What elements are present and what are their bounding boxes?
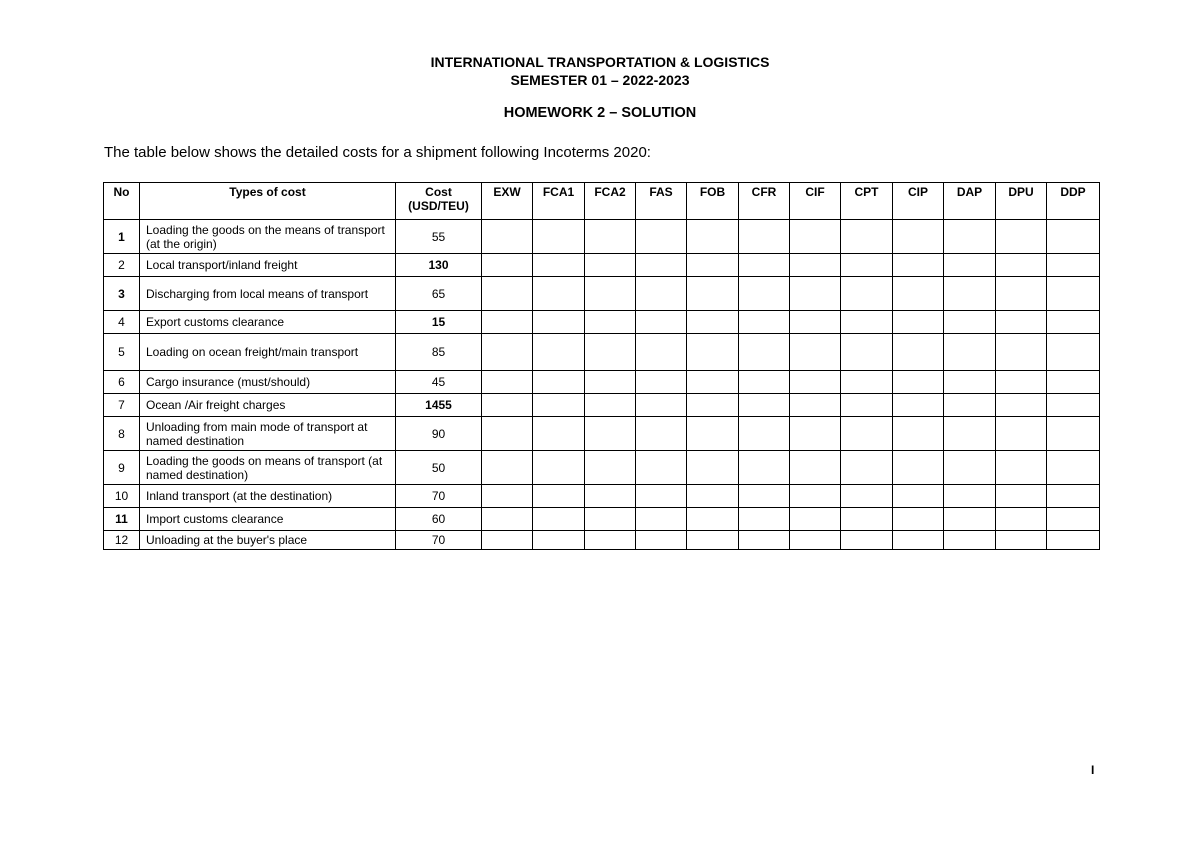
intro-text: The table below shows the detailed costs for a shipment following Incoterms 2020:	[104, 144, 651, 161]
cell-cip	[893, 451, 944, 485]
cell-fca1	[533, 254, 585, 277]
cell-cip	[893, 417, 944, 451]
cell-dap	[944, 417, 996, 451]
cell-cip	[893, 485, 944, 508]
cell-dpu	[996, 254, 1047, 277]
cell-fob	[687, 394, 739, 417]
cell-fca1	[533, 451, 585, 485]
cell-exw	[482, 334, 533, 371]
cell-fca1	[533, 531, 585, 550]
page-number: I	[1091, 763, 1095, 777]
cell-cip	[893, 508, 944, 531]
cell-dpu	[996, 334, 1047, 371]
cell-cip	[893, 311, 944, 334]
cell-fas	[636, 394, 687, 417]
cell-dpu	[996, 277, 1047, 311]
cell-cif	[790, 371, 841, 394]
cell-cif	[790, 334, 841, 371]
col-header-fca2: FCA2	[585, 183, 636, 220]
cell-dap	[944, 334, 996, 371]
cell-cif	[790, 508, 841, 531]
row-no: 1	[104, 220, 140, 254]
row-cost: 70	[396, 531, 482, 550]
cell-fob	[687, 417, 739, 451]
cell-fca2	[585, 531, 636, 550]
row-type: Import customs clearance	[140, 508, 396, 531]
row-type: Unloading at the buyer's place	[140, 531, 396, 550]
cell-fas	[636, 254, 687, 277]
row-cost: 60	[396, 508, 482, 531]
cell-exw	[482, 254, 533, 277]
row-no: 6	[104, 371, 140, 394]
cell-fca1	[533, 508, 585, 531]
cell-cif	[790, 311, 841, 334]
cell-dap	[944, 371, 996, 394]
cell-dpu	[996, 531, 1047, 550]
cell-dap	[944, 485, 996, 508]
cell-cif	[790, 485, 841, 508]
cell-dpu	[996, 508, 1047, 531]
cell-fob	[687, 451, 739, 485]
cell-cpt	[841, 531, 893, 550]
cell-fob	[687, 531, 739, 550]
cell-cpt	[841, 508, 893, 531]
cell-cpt	[841, 371, 893, 394]
row-no: 12	[104, 531, 140, 550]
col-header-cpt: CPT	[841, 183, 893, 220]
cell-exw	[482, 220, 533, 254]
cell-cpt	[841, 394, 893, 417]
cell-cif	[790, 254, 841, 277]
cell-fca1	[533, 220, 585, 254]
row-no: 3	[104, 277, 140, 311]
cell-fca2	[585, 485, 636, 508]
cell-exw	[482, 394, 533, 417]
row-type: Local transport/inland freight	[140, 254, 396, 277]
cell-cpt	[841, 277, 893, 311]
col-header-cost-line1: Cost	[425, 185, 452, 199]
row-cost: 85	[396, 334, 482, 371]
row-cost: 50	[396, 451, 482, 485]
cell-exw	[482, 485, 533, 508]
cell-fob	[687, 508, 739, 531]
cell-fob	[687, 371, 739, 394]
cell-fca2	[585, 334, 636, 371]
row-no: 8	[104, 417, 140, 451]
cell-fob	[687, 254, 739, 277]
table-row	[104, 371, 1100, 394]
table-row	[104, 417, 1100, 451]
cell-cfr	[739, 371, 790, 394]
cell-fob	[687, 277, 739, 311]
row-cost: 70	[396, 485, 482, 508]
cell-fca2	[585, 417, 636, 451]
cell-dap	[944, 531, 996, 550]
cell-cif	[790, 220, 841, 254]
row-type: Loading the goods on means of transport (at named destination)	[140, 451, 396, 485]
cell-fca2	[585, 371, 636, 394]
cell-dpu	[996, 451, 1047, 485]
col-header-exw: EXW	[482, 183, 533, 220]
cell-dap	[944, 451, 996, 485]
row-cost: 130	[396, 254, 482, 277]
cell-exw	[482, 417, 533, 451]
cell-cfr	[739, 334, 790, 371]
cell-cip	[893, 394, 944, 417]
cell-ddp	[1047, 394, 1100, 417]
col-header-cost-line2: (USD/TEU)	[408, 199, 469, 213]
cell-cpt	[841, 417, 893, 451]
row-type: Cargo insurance (must/should)	[140, 371, 396, 394]
cell-exw	[482, 311, 533, 334]
cell-dap	[944, 311, 996, 334]
row-type: Inland transport (at the destination)	[140, 485, 396, 508]
col-header-dpu: DPU	[996, 183, 1047, 220]
cell-dap	[944, 220, 996, 254]
homework-title: HOMEWORK 2 – SOLUTION	[503, 105, 697, 121]
cell-fca1	[533, 485, 585, 508]
cell-fas	[636, 277, 687, 311]
cell-fob	[687, 311, 739, 334]
cell-fca1	[533, 311, 585, 334]
cell-ddp	[1047, 311, 1100, 334]
cell-exw	[482, 508, 533, 531]
cell-cip	[893, 254, 944, 277]
cell-exw	[482, 451, 533, 485]
row-cost: 15	[396, 311, 482, 334]
row-cost: 65	[396, 277, 482, 311]
cell-dpu	[996, 485, 1047, 508]
col-header-ddp: DDP	[1047, 183, 1100, 220]
cell-cif	[790, 417, 841, 451]
table-row	[104, 485, 1100, 508]
table-row	[104, 394, 1100, 417]
cell-dap	[944, 508, 996, 531]
cell-ddp	[1047, 485, 1100, 508]
cell-fca2	[585, 451, 636, 485]
col-header-cip: CIP	[893, 183, 944, 220]
cell-ddp	[1047, 508, 1100, 531]
cell-cip	[893, 334, 944, 371]
cell-fob	[687, 334, 739, 371]
row-type: Unloading from main mode of transport at named destination	[140, 417, 396, 451]
row-no: 4	[104, 311, 140, 334]
cell-cfr	[739, 394, 790, 417]
cell-fca1	[533, 334, 585, 371]
row-type: Ocean /Air freight charges	[140, 394, 396, 417]
cell-dpu	[996, 371, 1047, 394]
cell-fca2	[585, 254, 636, 277]
row-type: Discharging from local means of transport	[140, 277, 396, 311]
cell-dpu	[996, 220, 1047, 254]
row-no: 9	[104, 451, 140, 485]
cell-fca2	[585, 394, 636, 417]
cell-cfr	[739, 531, 790, 550]
row-no: 10	[104, 485, 140, 508]
col-header-fca1: FCA1	[533, 183, 585, 220]
cell-cpt	[841, 311, 893, 334]
cell-ddp	[1047, 220, 1100, 254]
cell-cfr	[739, 508, 790, 531]
cell-cpt	[841, 451, 893, 485]
cell-fas	[636, 371, 687, 394]
cell-cfr	[739, 451, 790, 485]
col-header-type: Types of cost	[140, 183, 396, 220]
row-type: Export customs clearance	[140, 311, 396, 334]
cell-cif	[790, 451, 841, 485]
cell-cif	[790, 277, 841, 311]
table-row	[104, 254, 1100, 277]
cell-dpu	[996, 311, 1047, 334]
cell-cip	[893, 371, 944, 394]
cell-fas	[636, 220, 687, 254]
cell-cfr	[739, 485, 790, 508]
cell-fas	[636, 417, 687, 451]
cell-fca1	[533, 277, 585, 311]
row-no: 5	[104, 334, 140, 371]
cell-dap	[944, 277, 996, 311]
cell-exw	[482, 371, 533, 394]
table-row	[104, 508, 1100, 531]
col-header-cif: CIF	[790, 183, 841, 220]
table-row	[104, 277, 1100, 311]
col-header-fas: FAS	[636, 183, 687, 220]
cell-cip	[893, 277, 944, 311]
row-cost: 45	[396, 371, 482, 394]
col-header-fob: FOB	[687, 183, 739, 220]
col-header-no: No	[104, 183, 140, 220]
row-no: 11	[104, 508, 140, 531]
cell-fas	[636, 508, 687, 531]
cell-cpt	[841, 334, 893, 371]
table-row	[104, 334, 1100, 371]
cell-cfr	[739, 417, 790, 451]
cell-fob	[687, 485, 739, 508]
cell-fca2	[585, 220, 636, 254]
col-header-cost	[396, 183, 482, 220]
table-header-row	[104, 183, 1100, 220]
row-no: 7	[104, 394, 140, 417]
row-cost: 90	[396, 417, 482, 451]
cell-cfr	[739, 254, 790, 277]
table-row	[104, 311, 1100, 334]
cell-dpu	[996, 417, 1047, 451]
cell-fca1	[533, 371, 585, 394]
cost-table	[103, 182, 1100, 550]
cell-dpu	[996, 394, 1047, 417]
cell-fca1	[533, 417, 585, 451]
cell-cip	[893, 220, 944, 254]
cell-dap	[944, 394, 996, 417]
cell-cfr	[739, 277, 790, 311]
table-row	[104, 531, 1100, 550]
col-header-dap: DAP	[944, 183, 996, 220]
cell-cpt	[841, 485, 893, 508]
cell-cif	[790, 394, 841, 417]
cell-ddp	[1047, 371, 1100, 394]
cell-ddp	[1047, 531, 1100, 550]
document-title: INTERNATIONAL TRANSPORTATION & LOGISTICS	[430, 54, 770, 70]
cell-ddp	[1047, 451, 1100, 485]
table-row	[104, 220, 1100, 254]
semester-label: SEMESTER 01 – 2022-2023	[510, 72, 690, 88]
cell-exw	[482, 531, 533, 550]
cell-ddp	[1047, 277, 1100, 311]
cell-exw	[482, 277, 533, 311]
cell-cfr	[739, 311, 790, 334]
cell-fas	[636, 311, 687, 334]
cell-ddp	[1047, 254, 1100, 277]
cell-cpt	[841, 254, 893, 277]
cell-ddp	[1047, 417, 1100, 451]
cell-dap	[944, 254, 996, 277]
col-header-cfr: CFR	[739, 183, 790, 220]
cell-fas	[636, 334, 687, 371]
cell-fas	[636, 485, 687, 508]
cell-fca1	[533, 394, 585, 417]
table-row	[104, 451, 1100, 485]
cell-cip	[893, 531, 944, 550]
row-type: Loading on ocean freight/main transport	[140, 334, 396, 371]
cell-fca2	[585, 508, 636, 531]
cell-fob	[687, 220, 739, 254]
cell-fas	[636, 451, 687, 485]
cell-ddp	[1047, 334, 1100, 371]
cell-cfr	[739, 220, 790, 254]
cell-cif	[790, 531, 841, 550]
row-cost: 1455	[396, 394, 482, 417]
cell-fca2	[585, 277, 636, 311]
row-cost: 55	[396, 220, 482, 254]
cell-fca2	[585, 311, 636, 334]
cell-cpt	[841, 220, 893, 254]
row-no: 2	[104, 254, 140, 277]
cell-fas	[636, 531, 687, 550]
row-type: Loading the goods on the means of transport (at the origin)	[140, 220, 396, 254]
